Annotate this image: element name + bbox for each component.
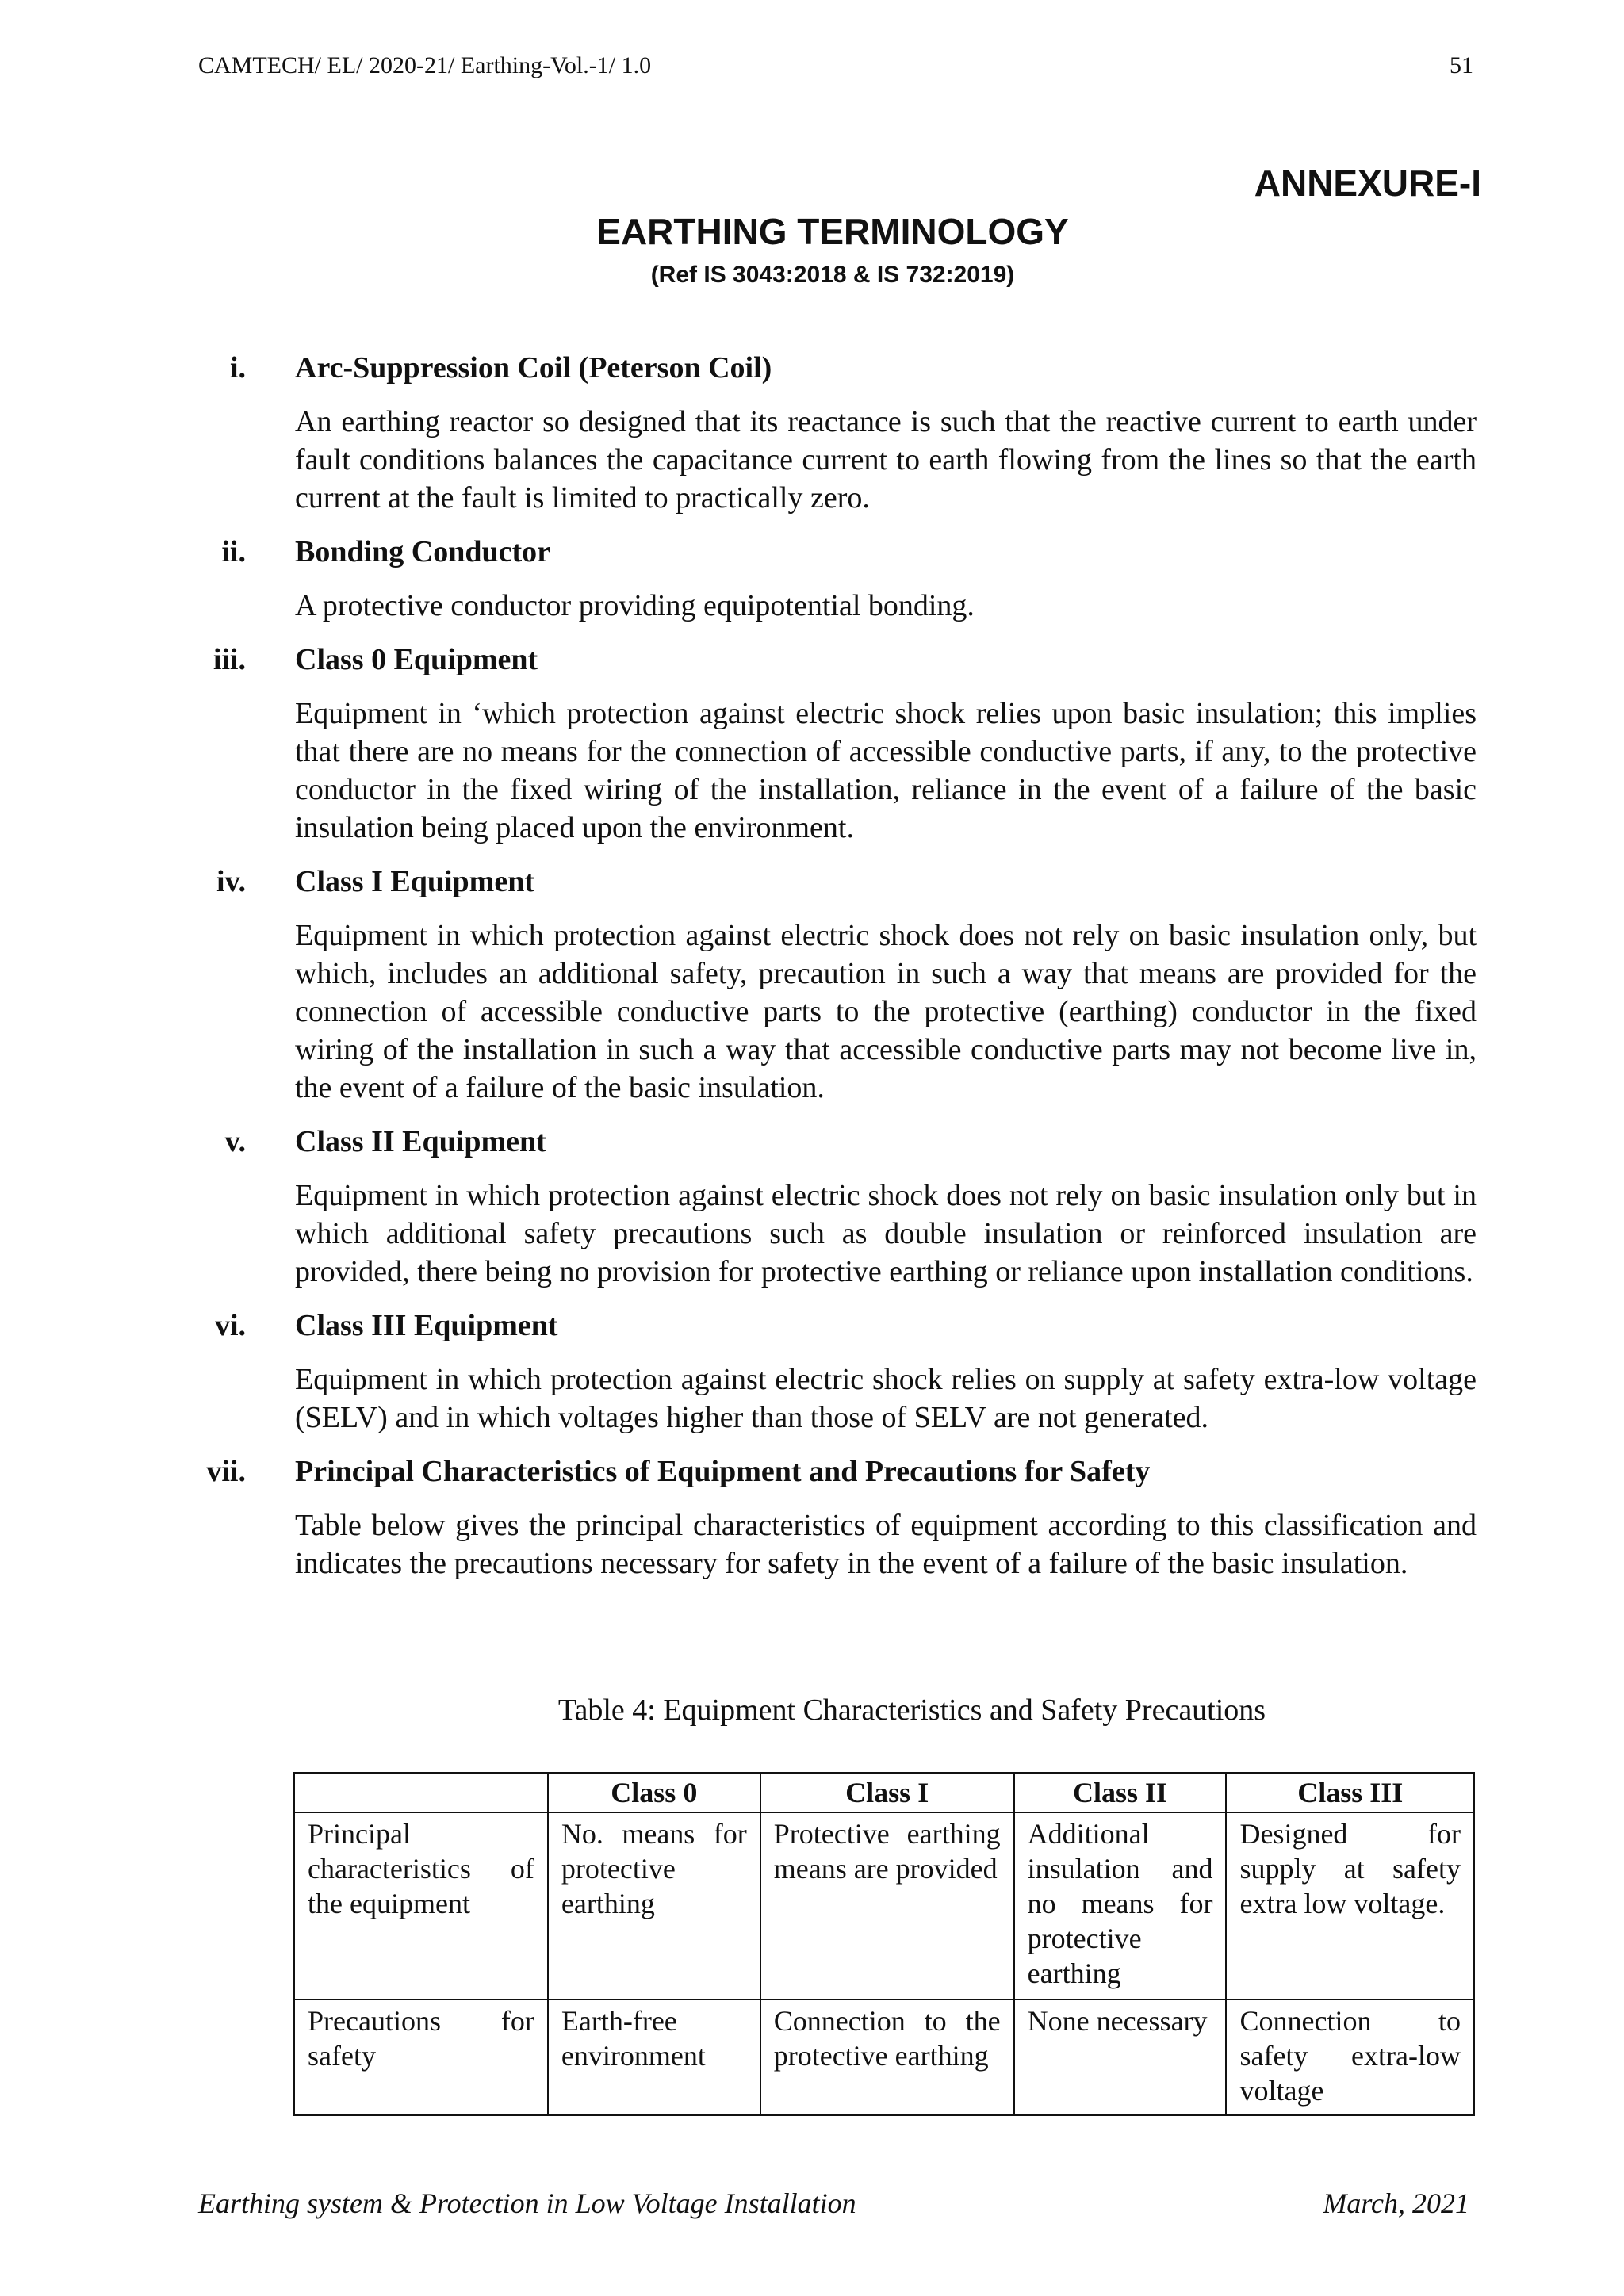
- term-number: iii.: [213, 643, 246, 676]
- table-cell: Connection to safety extra-low voltage: [1226, 1999, 1474, 2115]
- term-number: vi.: [214, 1309, 246, 1342]
- table-header-cell: Class II: [1014, 1773, 1227, 1812]
- table-row: [294, 1812, 1474, 1999]
- term-definition: Equipment in which protection against electric shock does not rely on basic insulation only, but which, includes an additional safety, precaution in such a way that means are provided for the connection of accessible conductive parts to the protective (earthing) conductor in the fixed wiring of the installation in such a way that accessible conductive parts may not become live in, the event of a failure of the basic insulation.: [295, 919, 1477, 1104]
- term-item: [0, 349, 1477, 517]
- term-definition: Equipment in which protection against electric shock relies on supply at safety extra-low voltage (SELV) and in which voltages higher than those of SELV are not generated.: [295, 1363, 1477, 1434]
- term-number: ii.: [221, 535, 246, 568]
- term-number: i.: [229, 351, 246, 385]
- term-number: v.: [224, 1125, 246, 1158]
- table-cell: Protective earthing means are provided: [760, 1812, 1014, 1999]
- table-cell: No. means for protective earthing: [548, 1812, 760, 1999]
- term-number: iv.: [216, 865, 246, 898]
- table-header-cell: [294, 1773, 548, 1812]
- footer-date: March, 2021: [1323, 2187, 1469, 2219]
- table-cell: Precautions for safety: [294, 1999, 548, 2115]
- table-cell: None necessary: [1014, 1999, 1227, 2115]
- table-row: [294, 1999, 1474, 2115]
- table-header-cell: Class III: [1226, 1773, 1474, 1812]
- table-cell: Additional insulation and no means for protective earthing: [1014, 1812, 1227, 1999]
- term-definition: Table below gives the principal characteristics of equipment according to this classification and indicates the precautions necessary for safety in the event of a failure of the basic insulation.: [295, 1509, 1477, 1580]
- term-definition: An earthing reactor so designed that its reactance is such that the reactive current to earth under fault conditions balances the capacitance current to earth flowing from the lines so that the earth current at the fault is limited to practically zero.: [295, 405, 1477, 515]
- footer-title: Earthing system & Protection in Low Voltage Installation: [198, 2187, 856, 2219]
- term-item: [0, 1452, 1477, 1582]
- term-title: Bonding Conductor: [295, 535, 551, 568]
- term-title: Class I Equipment: [295, 865, 534, 898]
- term-definition: Equipment in ‘which protection against electric shock relies upon basic insulation; this implies that there are no means for the connection of accessible conductive parts, if any, to the protective conductor in the fixed wiring of the installation, reliance in the event of a failure of the basic insulation being placed upon the environment.: [295, 697, 1477, 844]
- table-header-cell: Class I: [760, 1773, 1014, 1812]
- term-item: [0, 1307, 1477, 1437]
- table-cell: Connection to the protective earthing: [760, 1999, 1014, 2115]
- table-caption: Table 4: Equipment Characteristics and Safety Precautions: [557, 1693, 1266, 1727]
- term-title: Arc-Suppression Coil (Peterson Coil): [295, 351, 772, 385]
- term-title: Class 0 Equipment: [295, 643, 538, 676]
- table-header-cell: Class 0: [548, 1773, 760, 1812]
- table-cell: Earth-free environment: [548, 1999, 760, 2115]
- equipment-characteristics-table: [293, 1772, 1475, 2116]
- term-title: Class II Equipment: [295, 1125, 546, 1158]
- term-item: [0, 1123, 1477, 1291]
- table-header-row: [294, 1773, 1474, 1812]
- term-item: [0, 641, 1477, 847]
- term-title: Class III Equipment: [295, 1309, 558, 1342]
- table-cell: Designed for supply at safety extra low voltage.: [1226, 1812, 1474, 1999]
- term-title: Principal Characteristics of Equipment and Precautions for Safety: [295, 1455, 1151, 1488]
- table-cell: Principal characteristics of the equipment: [294, 1812, 548, 1999]
- page-title: EARTHING TERMINOLOGY: [596, 211, 1069, 252]
- term-definition: A protective conductor providing equipotential bonding.: [295, 589, 975, 622]
- header-doc-ref: CAMTECH/ EL/ 2020-21/ Earthing-Vol.-1/ 1.0: [198, 52, 652, 78]
- term-number: vii.: [206, 1455, 246, 1488]
- term-item: [0, 863, 1477, 1107]
- term-item: [0, 533, 1477, 625]
- page-subtitle: (Ref IS 3043:2018 & IS 732:2019): [650, 262, 1015, 288]
- terms-list: [0, 349, 1624, 1598]
- term-definition: Equipment in which protection against electric shock does not rely on basic insulation only but in which additional safety precautions such as double insulation or reinforced insulation are provided, there being no provision for protective earthing or reliance upon installation conditions.: [295, 1179, 1477, 1288]
- annexure-label: ANNEXURE-I: [1254, 163, 1481, 204]
- page-number: 51: [1450, 52, 1473, 78]
